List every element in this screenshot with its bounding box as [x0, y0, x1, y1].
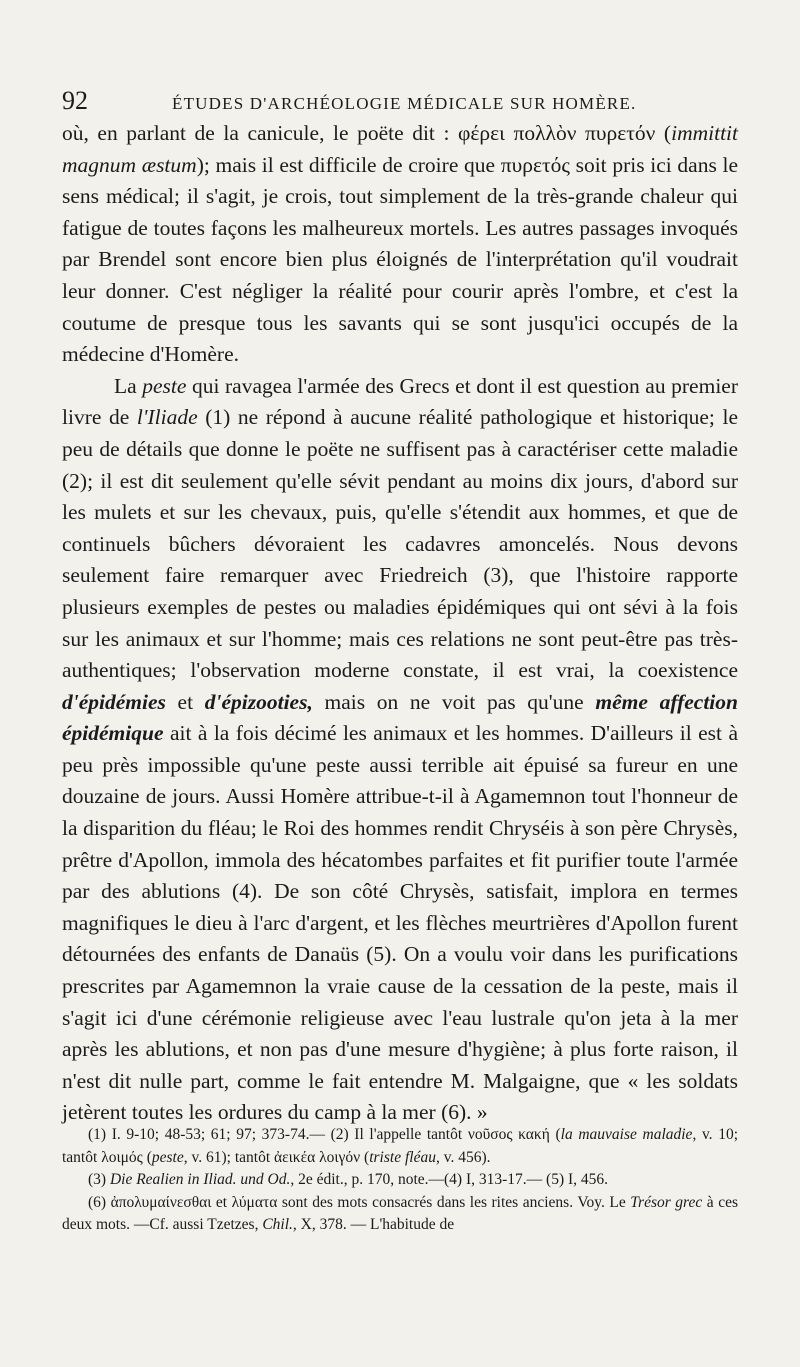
text-run: et [211, 1193, 232, 1211]
text-run: sont des mots consacrés dans les rites anciens. Voy. Le [277, 1193, 631, 1211]
emphasis-term: même affection épidémique [62, 689, 738, 746]
italic-term: peste [142, 373, 187, 398]
text-run: et [165, 689, 205, 714]
italic-title: l'Iliade [136, 405, 198, 430]
text-run: ); mais il est difficile de croire que [196, 152, 501, 177]
text-run: , 2e édit., p. 170, note.—(4) I, 313-17.— (5) I, 456. [290, 1171, 609, 1189]
italic-title: Die Realien in Iliad. und Od. [109, 1171, 291, 1189]
italic-gloss: peste [151, 1148, 184, 1166]
text-run: (3) [88, 1171, 110, 1189]
text-run: à ces deux mots. —Cf. aussi Tzetzes, [62, 1193, 738, 1234]
text-run: , v. 61); tantôt [183, 1148, 274, 1166]
footnote-6 [62, 1192, 738, 1237]
emphasis-term: d'épizooties, [204, 689, 313, 714]
greek-word: ἀπολυμαίνεσθαι [110, 1193, 212, 1211]
text-run: , v. 10; tantôt [62, 1126, 738, 1166]
italic-gloss: la mauvaise maladie [560, 1126, 693, 1143]
footnote-1-2 [62, 1124, 738, 1169]
greek-quote: φέρει πολλὸν πυρετόν [457, 121, 656, 145]
greek-phrase: νοῦσος κακή [467, 1126, 550, 1143]
italic-title: Chil. [262, 1216, 293, 1234]
text-run: soit pris ici dans le sens médical; il s'agit, je crois, tout simplement de la très-grande chaleur qui fatigue de toutes façons les malheureux mortels. Les autres passages invoqués par Brendel sont encore bien plus éloignés de l'interprétation qu'il voudrait leur donner. C'est négliger la réalité pour courir après l'ombre, et c'est la coutume de presque tous les savants qui se sont jusqu'ici occupés de la médecine d'Homère. [62, 152, 738, 367]
paragraph-1 [62, 118, 738, 371]
text-run: ( [360, 1148, 370, 1166]
greek-word: πυρετός [500, 152, 570, 177]
emphasis-term: d'épidémies [62, 689, 166, 714]
italic-gloss: triste fléau [369, 1148, 436, 1166]
page-number: 92 [62, 86, 88, 115]
running-title: ÉTUDES D'ARCHÉOLOGIE MÉDICALE SUR HOMÈRE. [172, 94, 637, 113]
text-run: (6) [88, 1193, 111, 1211]
text-run: , v. 456). [435, 1148, 491, 1166]
text-run: où, en parlant de la canicule, le poëte dit : [62, 121, 458, 145]
paragraph-2 [62, 371, 738, 1129]
text-run: mais on ne voit pas qu'une [312, 689, 596, 714]
italic-title: Trésor grec [630, 1193, 703, 1211]
text-run: ( [655, 121, 672, 145]
footnotes [62, 1124, 738, 1237]
text-run: ( [549, 1126, 561, 1143]
page-header [62, 86, 762, 116]
latin-translation: immittit magnum æstum [62, 121, 738, 177]
greek-phrase: λοιμός [101, 1148, 143, 1166]
text-run: La [114, 373, 143, 398]
body-text [62, 118, 738, 1129]
text-run: qui ravagea l'armée des Grecs et dont il est question au premier livre de [62, 373, 739, 430]
text-run: ait à la fois décimé les animaux et les hommes. D'ailleurs il est à peu près impossible qu'une peste aussi terrible ait épuisé sa fureur en une douzaine de jours. Aussi Homère attribue-t-il à Agamemnon tout l'honneur de la disparition du fléau; le Roi des hommes rendit Chryséis à son père Chrysès, prêtre d'Apollon, immola des hécatombes parfaites et fit purifier toute l'armée par des ablutions (4). De son côté Chrysès, satisfait, implora en termes magnifiques le dieu à l'arc d'argent, et les flèches meurtrières d'Apollon furent détournées des enfants de Danaüs (5). On a voulu voir dans les purifications prescrites par Agamemnon la vraie cause de la cessation de la peste, mais il s'agit ici d'une cérémonie religieuse avec l'eau lustrale qu'on jeta à la mer après les ablutions, et non pas d'une mesure d'hygiène; à plus forte raison, il n'est dit nulle part, comme le fait entendre M. Malgaigne, que « les soldats jetèrent toutes les ordures du camp à la mer (6). » [62, 721, 738, 1125]
text-run: (1) ne répond à aucune réalité pathologique et historique; le peu de détails que donne le poëte ne suffisent pas à caractériser cette maladie (2); il est dit seulement qu'elle sévit pendant au moins dix jours, d'abord sur les mulets et sur les chevaux, puis, qu'elle s'étendit aux hommes, et que de continuels bûchers dévoraient les cadavres amoncelés. Nous devons seulement faire remarquer avec Friedreich (3), que l'histoire rapporte plusieurs exemples de pestes ou maladies épidémiques qui ont sévi à la fois sur les animaux et sur l'homme; mais ces relations ne sont peut-être pas très-authentiques; l'observation moderne constate, il est vrai, la coexistence [62, 405, 738, 683]
text-run: , X, 378. — L'habitude de [292, 1216, 455, 1234]
greek-word: λύματα [231, 1193, 278, 1211]
text-run: (1) I. 9-10; 48-53; 61; 97; 373-74.— (2) Il l'appelle tantôt [88, 1126, 468, 1143]
footnote-3-5 [62, 1169, 738, 1192]
text-run: ( [142, 1148, 152, 1166]
greek-phrase: ἀεικέα λοιγόν [274, 1148, 361, 1166]
